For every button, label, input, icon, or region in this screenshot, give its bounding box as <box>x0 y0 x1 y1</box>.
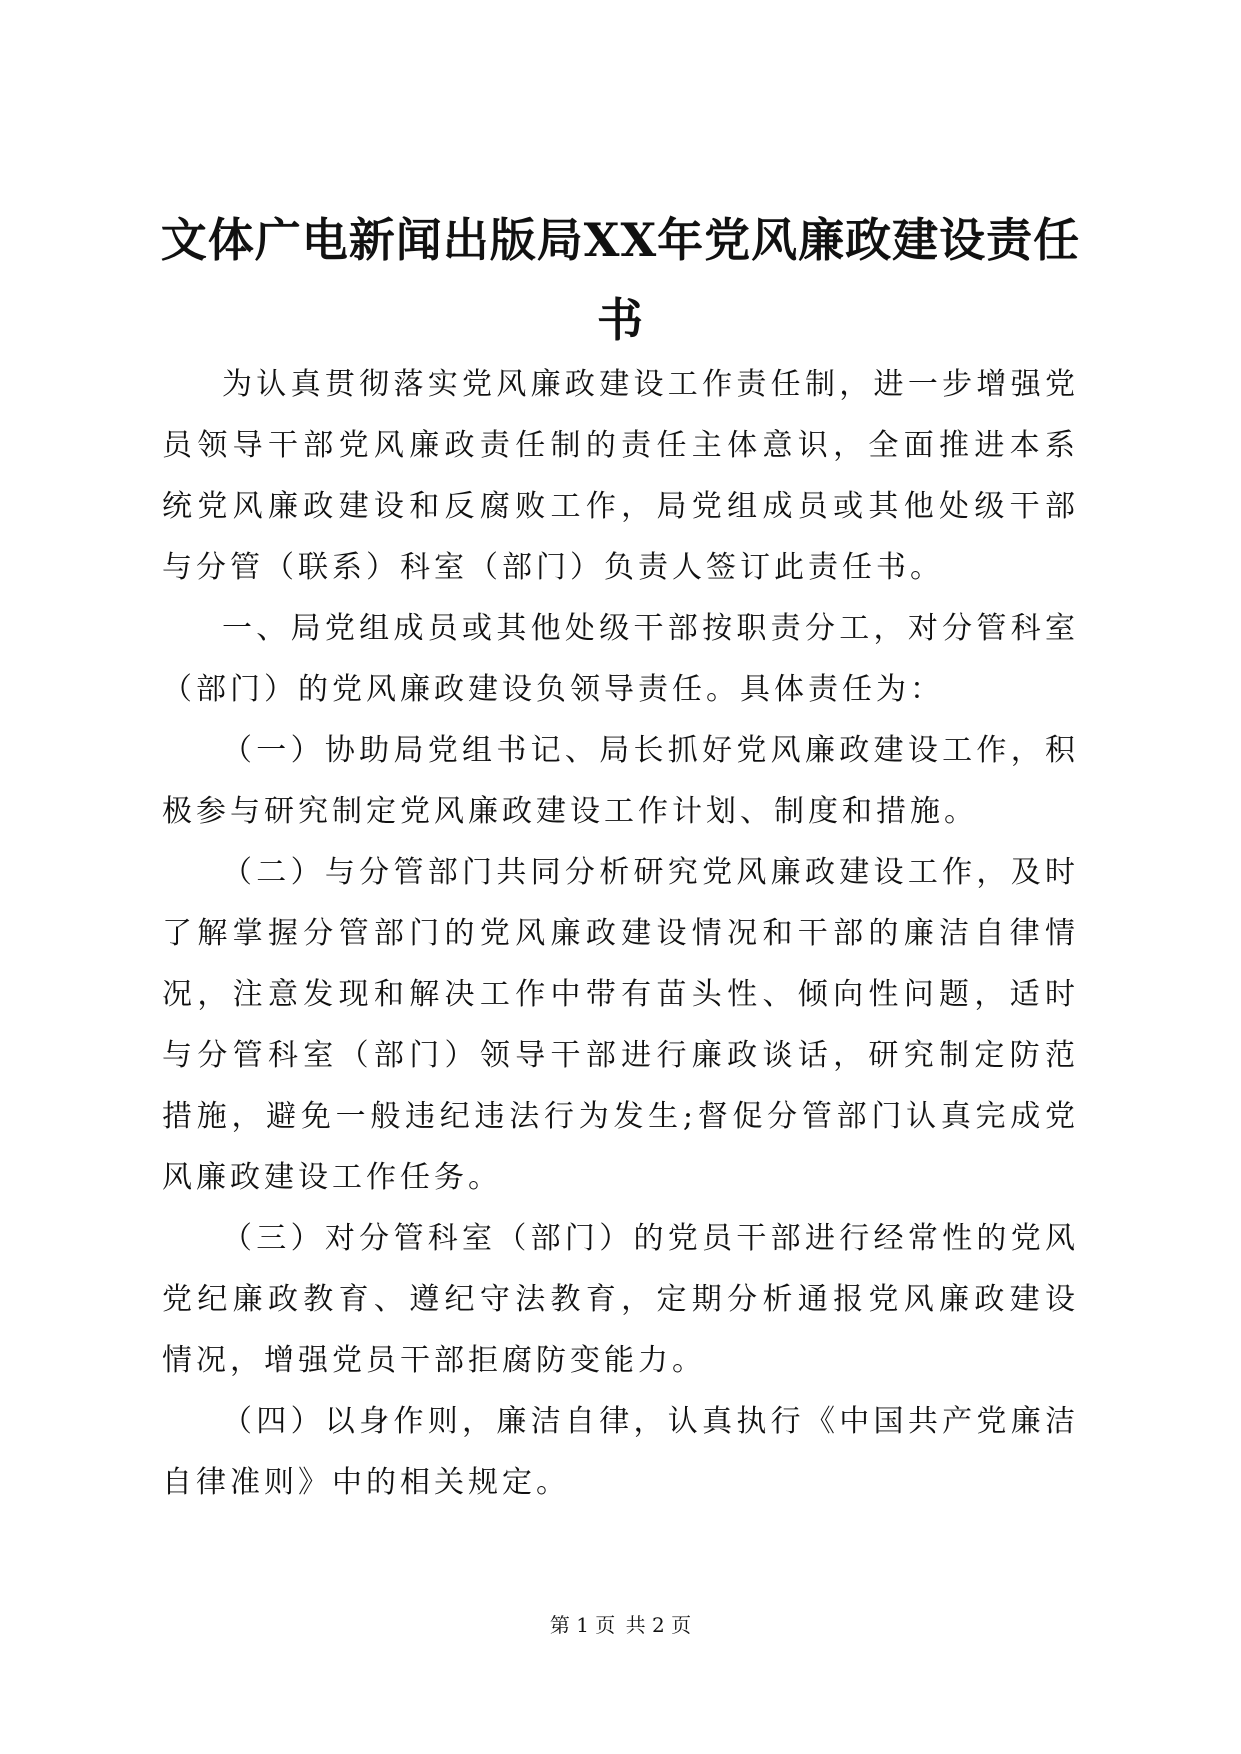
paragraph-intro: 为认真贯彻落实党风廉政建设工作责任制，进一步增强党员领导干部党风廉政责任制的责任主体意识，全面推进本系统党风廉政建设和反腐败工作，局党组成员或其他处级干部与分管（联系）科室（部门）负责人签订此责任书。 <box>162 367 1079 585</box>
document-body <box>162 354 1079 1513</box>
page-number: 第 1 页 <box>549 1613 616 1637</box>
page-total: 共 2 页 <box>625 1613 692 1637</box>
paragraph-item-1: （一）协助局党组书记、局长抓好党风廉政建设工作，积极参与研究制定党风廉政建设工作计划、制度和措施。 <box>162 733 1079 829</box>
page-footer <box>0 1610 1241 1640</box>
paragraph-section-1: 一、局党组成员或其他处级干部按职责分工，对分管科室（部门）的党风廉政建设负领导责任。具体责任为： <box>162 611 1079 707</box>
paragraph-item-4: （四）以身作则，廉洁自律，认真执行《中国共产党廉洁自律准则》中的相关规定。 <box>162 1404 1079 1500</box>
document-title: 文体广电新闻出版局XX年党风廉政建设责任书 <box>160 213 1081 347</box>
paragraph-item-2: （二）与分管部门共同分析研究党风廉政建设工作，及时了解掌握分管部门的党风廉政建设情况和干部的廉洁自律情况，注意发现和解决工作中带有苗头性、倾向性问题，适时与分管科室（部门）领导干部进行廉政谈话，研究制定防范措施，避免一般违纪违法行为发生;督促分管部门认真完成党风廉政建设工作任务。 <box>162 855 1079 1195</box>
paragraph-item-3: （三）对分管科室（部门）的党员干部进行经常性的党风党纪廉政教育、遵纪守法教育，定期分析通报党风廉政建设情况，增强党员干部拒腐防变能力。 <box>162 1221 1079 1378</box>
